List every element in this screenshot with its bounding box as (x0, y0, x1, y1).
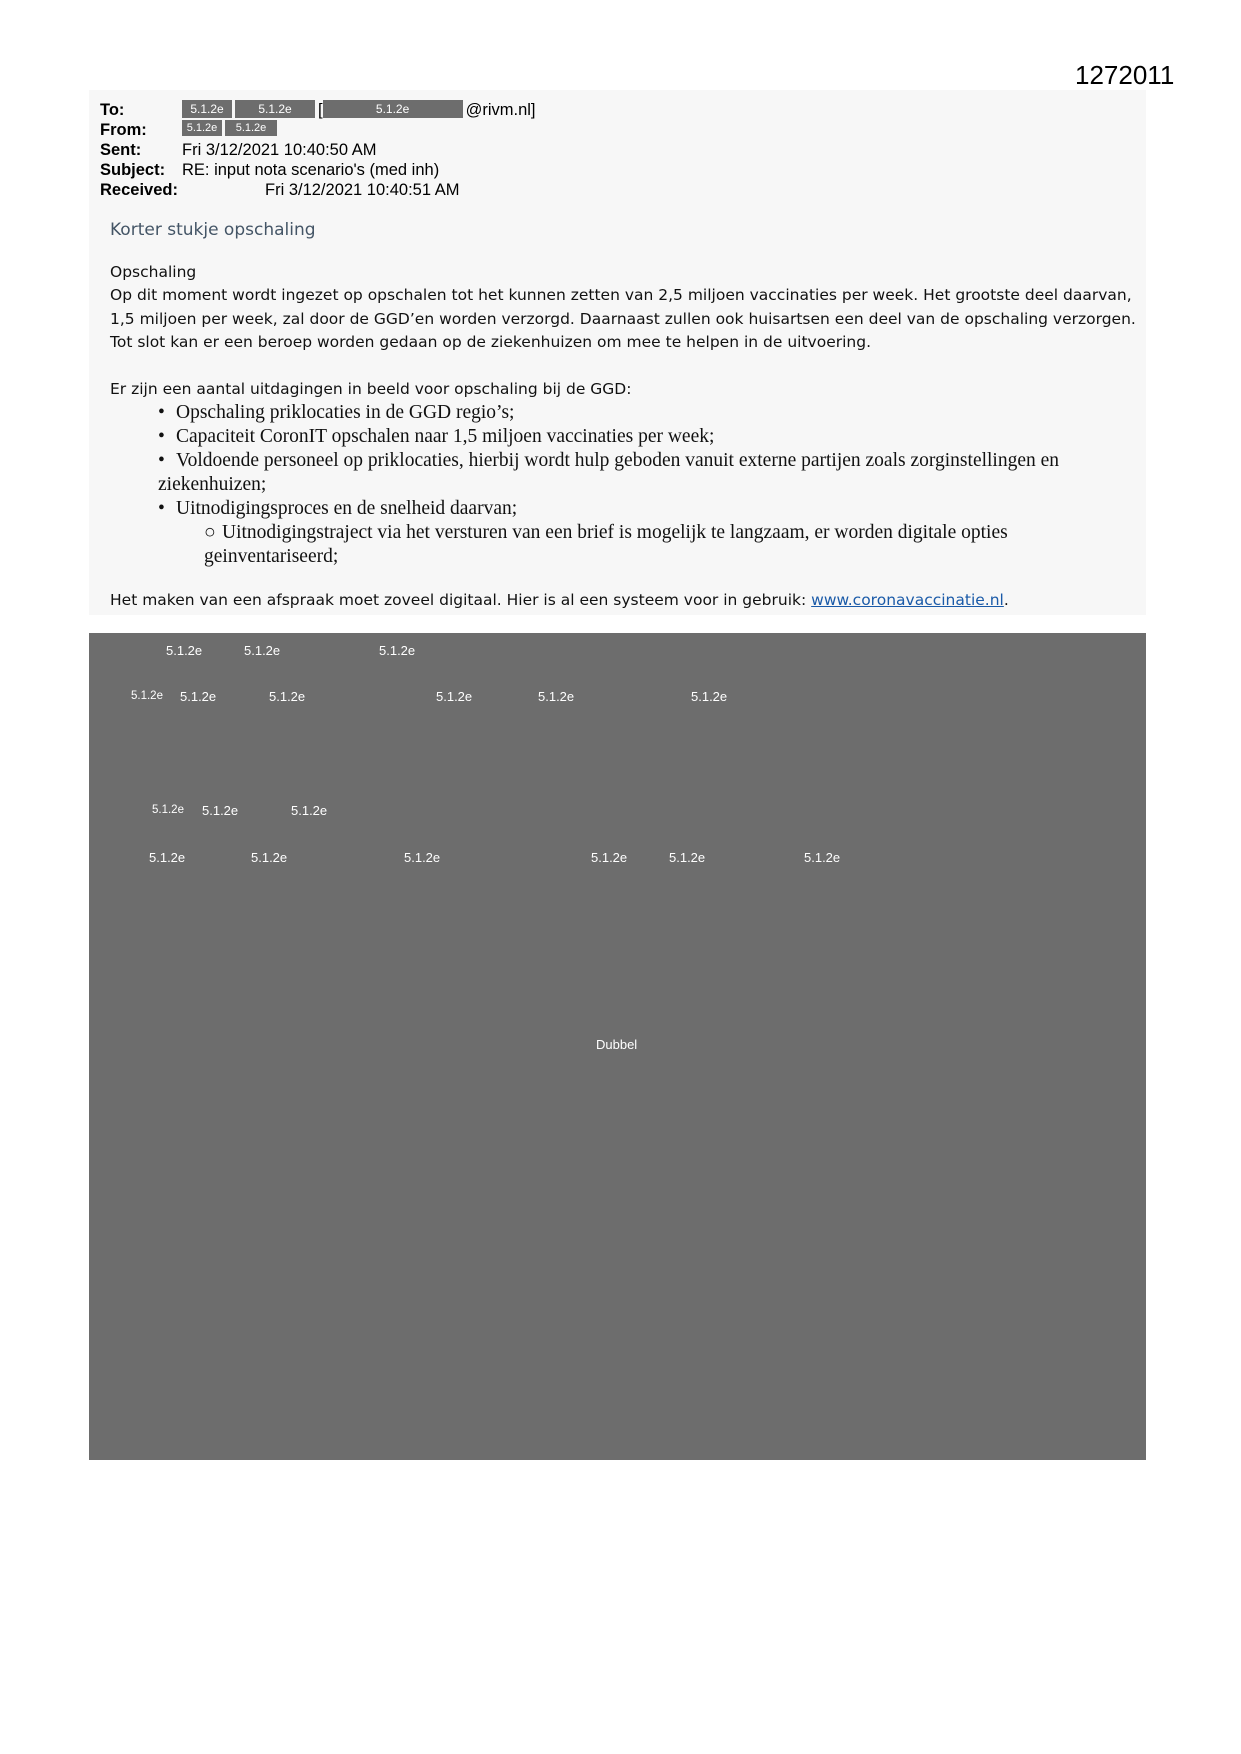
list-item: • Capaciteit CoronIT opschalen naar 1,5 miljoen vaccinaties per week; (158, 426, 715, 447)
sent-row (100, 140, 800, 160)
redaction-code: 5.1.2e (149, 850, 186, 865)
redaction-code: 5.1.2e (166, 643, 203, 658)
received-label: Received: (100, 181, 178, 199)
redaction-code: 5.1.2e (404, 850, 441, 865)
redaction-code: 5.1.2e (591, 850, 628, 865)
sub-list (158, 521, 1140, 569)
redaction: 5.1.2e (235, 100, 315, 118)
redaction-code: 5.1.2e (436, 689, 473, 704)
redaction-code: 5.1.2e (180, 689, 217, 704)
redaction-code: 5.1.2e (244, 643, 281, 658)
sent-label: Sent: (100, 141, 142, 159)
redaction-code: 5.1.2e (291, 803, 328, 818)
sub-list-item: ○ Uitnodigingstraject via het versturen van een brief is mogelijk te langzaam, er worden digitale opties geinventariseerd; (204, 522, 1008, 567)
redaction-code: 5.1.2e (131, 690, 163, 702)
coronavaccinatie-link[interactable]: www.coronavaccinatie.nl (811, 591, 1004, 609)
paragraph: Op dit moment wordt ingezet op opschalen tot het kunnen zetten van 2,5 miljoen vaccinaties per week. Het grootste deel daarvan, 1,5 miljoen per week, zal door de GGD’en worden verzorgd. Daarnaast zullen ook huisartsen een deel van de opschaling verzorgen. Tot slot kan er een beroep worden gedaan op de ziekenhuizen om mee te helpen in de uitvoering. (110, 286, 1136, 351)
to-label: To: (100, 101, 125, 119)
challenges-list (110, 401, 1140, 569)
redaction-code: 5.1.2e (538, 689, 575, 704)
redaction-code: 5.1.2e (251, 850, 288, 865)
list-item: • Uitnodigingsproces en de snelheid daarvan; ○ Uitnodigingstraject via het versturen van een brief is mogelijk te langzaam, er worden digitale opties geinventariseerd; (158, 497, 1140, 569)
from-row (100, 120, 800, 140)
sent-value: Fri 3/12/2021 10:40:50 AM (182, 141, 377, 159)
received-row (100, 180, 800, 200)
document-number: 1272011 (1075, 60, 1175, 90)
received-value: Fri 3/12/2021 10:40:51 AM (265, 181, 460, 199)
section-title: Korter stukje opschaling (110, 220, 316, 240)
redaction-code: 5.1.2e (379, 643, 416, 658)
redaction-code: 5.1.2e (804, 850, 841, 865)
list-item: • Opschaling priklocaties in de GGD regio’s; (158, 402, 515, 423)
redaction: 5.1.2e (182, 100, 232, 118)
subject-value: RE: input nota scenario's (med inh) (182, 161, 440, 179)
to-value (182, 100, 536, 120)
paragraph: Het maken van een afspraak moet zoveel digitaal. Hier is al een systeem voor in gebruik: www.coronavaccinatie.nl. (110, 591, 1009, 609)
subject-row (100, 160, 800, 180)
redaction: 5.1.2e (323, 100, 463, 118)
to-domain: @rivm.nl] (465, 101, 536, 119)
to-row (100, 100, 800, 120)
subject-label: Subject: (100, 161, 166, 179)
redaction-code: 5.1.2e (202, 803, 239, 818)
dubbel-stamp: Dubbel (596, 1037, 638, 1052)
redaction-code: 5.1.2e (691, 689, 728, 704)
from-label: From: (100, 121, 147, 139)
from-value (182, 120, 280, 140)
redaction-code: 5.1.2e (269, 689, 306, 704)
redaction: 5.1.2e (182, 120, 222, 136)
redaction-code: 5.1.2e (669, 850, 706, 865)
body-heading: Opschaling (110, 262, 197, 281)
email-body (110, 219, 1140, 613)
to-bracket: [ (318, 101, 323, 119)
paragraph: Er zijn een aantal uitdagingen in beeld voor opschaling bij de GGD: (110, 379, 632, 398)
list-item: • Voldoende personeel op priklocaties, hierbij wordt hulp geboden vanuit externe partijen zoals zorginstellingen en ziekenhuizen; (158, 450, 1060, 495)
redaction: 5.1.2e (225, 120, 277, 136)
redaction-code: 5.1.2e (152, 804, 184, 816)
